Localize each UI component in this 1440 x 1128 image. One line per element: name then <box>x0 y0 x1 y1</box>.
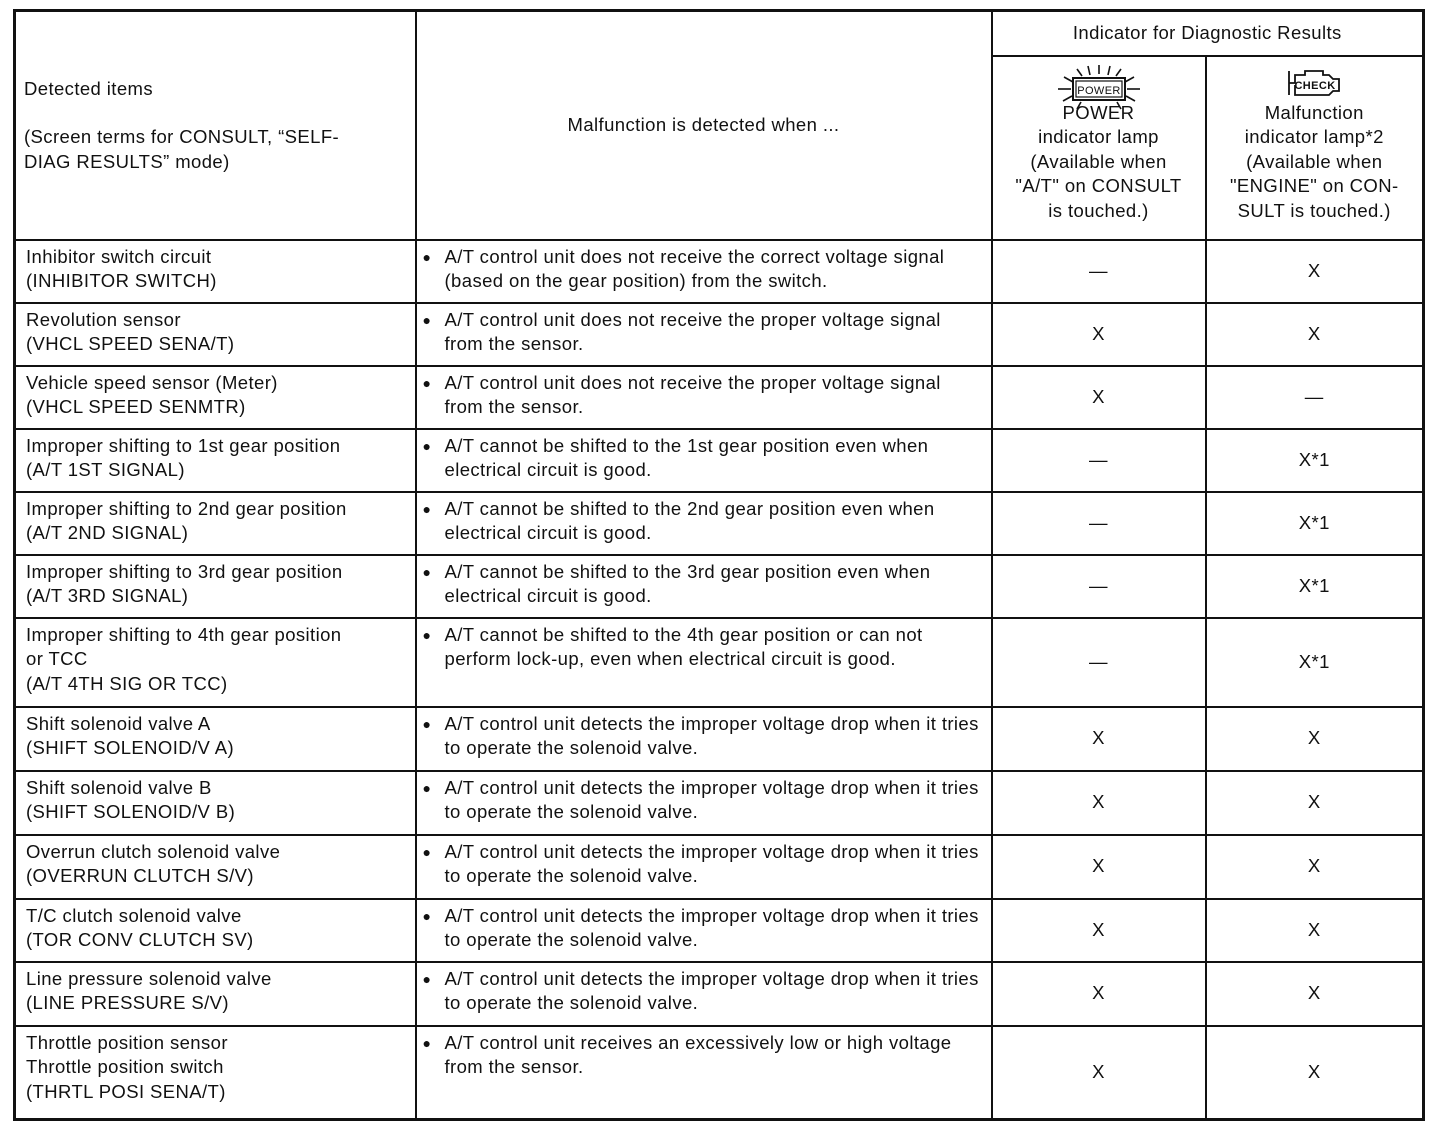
condition-cell <box>416 429 992 492</box>
condition-cell <box>416 303 992 366</box>
detected-item-cell <box>15 366 416 429</box>
mil-lamp-mark: X <box>1206 707 1424 771</box>
item-name: Line pressure solenoid valve <box>26 967 272 989</box>
mil-lamp-line-3: (Available when <box>1246 150 1383 172</box>
item-screen-term: (LINE PRESSURE S/V) <box>26 992 229 1013</box>
power-lamp-line-1: POWER <box>1062 101 1135 123</box>
table-row <box>15 835 1424 899</box>
header-indicator: Indicator for Diagnostic Results <box>992 11 1424 56</box>
bullet-icon: ● <box>422 437 432 454</box>
power-lamp-mark: — <box>992 492 1206 555</box>
condition-text: A/T cannot be shifted to the 2nd gear position even when electrical circuit is good. <box>444 497 935 543</box>
power-lamp-line-5: is touched.) <box>1048 199 1149 221</box>
item-screen-term: (A/T 4TH SIG OR TCC) <box>26 672 228 694</box>
table-row <box>15 899 1424 962</box>
detected-item-cell <box>15 240 416 303</box>
diagnostic-results-table <box>13 9 1425 1121</box>
condition-text: A/T cannot be shifted to the 4th gear position or can not perform lock-up, even when electrical circuit is good. <box>444 623 923 669</box>
detected-item-cell <box>15 835 416 899</box>
item-name-cont: or TCC <box>26 648 88 669</box>
condition-cell <box>416 962 992 1026</box>
check-icon-label: CHECK <box>1294 79 1336 92</box>
detected-item-cell <box>15 303 416 366</box>
detected-item-cell <box>15 492 416 555</box>
condition-text: A/T control unit detects the improper voltage drop when it tries to operate the solenoid valve. <box>444 776 979 822</box>
condition-text: A/T control unit receives an excessively low or high voltage from the sensor. <box>444 1031 952 1077</box>
bullet-icon: ● <box>422 779 432 796</box>
power-lamp-mark: X <box>992 835 1206 899</box>
detected-item-cell <box>15 899 416 962</box>
item-name: Improper shifting to 1st gear position <box>26 434 341 456</box>
power-lamp-mark: X <box>992 303 1206 366</box>
condition-text: A/T control unit detects the improper voltage drop when it tries to operate the solenoid valve. <box>444 967 979 1013</box>
condition-text: A/T control unit detects the improper voltage drop when it tries to operate the solenoid valve. <box>444 712 979 758</box>
table-row <box>15 366 1424 429</box>
item-screen-term: (SHIFT SOLENOID/V A) <box>26 737 235 758</box>
table-row <box>15 303 1424 366</box>
power-lamp-mark: — <box>992 555 1206 618</box>
table-row <box>15 492 1424 555</box>
power-lamp-mark: X <box>992 1026 1206 1120</box>
power-lamp-line-2: indicator lamp <box>1038 126 1159 147</box>
item-name: Shift solenoid valve A <box>26 712 211 734</box>
detected-item-cell <box>15 771 416 835</box>
detected-item-cell <box>15 555 416 618</box>
bullet-icon: ● <box>422 970 432 987</box>
item-screen-term: (A/T 3RD SIGNAL) <box>26 585 189 606</box>
power-lamp-line-4: "A/T" on CONSULT <box>1015 175 1182 196</box>
screen-terms-note: (Screen terms for CONSULT, “SELF-DIAG RESULTS” mode) <box>24 126 340 172</box>
mil-lamp-mark: — <box>1206 366 1424 429</box>
item-screen-term: (VHCL SPEED SENMTR) <box>26 396 246 417</box>
table-row <box>15 240 1424 303</box>
header-malfunction: Malfunction is detected when ... <box>416 11 992 240</box>
condition-cell <box>416 707 992 771</box>
condition-cell <box>416 835 992 899</box>
condition-cell <box>416 771 992 835</box>
item-screen-term: (A/T 2ND SIGNAL) <box>26 522 189 543</box>
bullet-icon: ● <box>422 843 432 860</box>
item-name: Improper shifting to 4th gear position <box>26 623 342 645</box>
header-power-lamp <box>992 56 1206 240</box>
item-name: Improper shifting to 2nd gear position <box>26 497 347 519</box>
detected-items-heading: Detected items <box>24 77 153 99</box>
mil-lamp-mark: X <box>1206 771 1424 835</box>
detected-item-cell <box>15 1026 416 1120</box>
condition-text: A/T cannot be shifted to the 1st gear position even when electrical circuit is good. <box>444 434 929 480</box>
mil-lamp-mark: X*1 <box>1206 618 1424 707</box>
bullet-icon: ● <box>422 715 432 732</box>
condition-cell <box>416 240 992 303</box>
mil-lamp-mark: X <box>1206 962 1424 1026</box>
power-lamp-mark: X <box>992 899 1206 962</box>
header-detected-items <box>15 11 416 240</box>
detected-item-cell <box>15 429 416 492</box>
table-row <box>15 962 1424 1026</box>
mil-lamp-line-4: "ENGINE" on CON- <box>1229 175 1399 196</box>
power-lamp-mark: X <box>992 707 1206 771</box>
power-lamp-mark: X <box>992 771 1206 835</box>
item-screen-term: (SHIFT SOLENOID/V B) <box>26 801 236 822</box>
item-name: Vehicle speed sensor (Meter) <box>26 371 278 393</box>
item-name: T/C clutch solenoid valve <box>26 904 242 926</box>
item-screen-term: (THRTL POSI SENA/T) <box>26 1080 226 1102</box>
power-lamp-mark: — <box>992 618 1206 707</box>
item-name: Shift solenoid valve B <box>26 776 212 798</box>
detected-item-cell <box>15 618 416 707</box>
bullet-icon: ● <box>422 626 432 643</box>
condition-text: A/T control unit does not receive the proper voltage signal from the sensor. <box>444 308 941 354</box>
item-screen-term: (A/T 1ST SIGNAL) <box>26 459 185 480</box>
bullet-icon: ● <box>422 500 432 517</box>
mil-lamp-mark: X <box>1206 240 1424 303</box>
item-screen-term: (INHIBITOR SWITCH) <box>26 270 217 291</box>
power-icon-label: POWER <box>1076 84 1121 97</box>
item-name: Revolution sensor <box>26 308 181 330</box>
mil-lamp-mark: X <box>1206 899 1424 962</box>
item-name: Inhibitor switch circuit <box>26 245 212 267</box>
bullet-icon: ● <box>422 248 432 265</box>
mil-lamp-mark: X*1 <box>1206 555 1424 618</box>
item-name-cont: Throttle position switch <box>26 1056 224 1077</box>
power-lamp-mark: X <box>992 366 1206 429</box>
item-screen-term: (OVERRUN CLUTCH S/V) <box>26 865 254 886</box>
bullet-icon: ● <box>422 311 432 328</box>
condition-cell <box>416 899 992 962</box>
condition-text: A/T cannot be shifted to the 3rd gear position even when electrical circuit is good. <box>444 560 931 606</box>
table-row <box>15 618 1424 707</box>
condition-text: A/T control unit does not receive the proper voltage signal from the sensor. <box>444 371 941 417</box>
table-row <box>15 707 1424 771</box>
table-row <box>15 771 1424 835</box>
item-name: Overrun clutch solenoid valve <box>26 840 281 862</box>
condition-cell <box>416 492 992 555</box>
mil-lamp-mark: X*1 <box>1206 492 1424 555</box>
check-engine-icon <box>1279 63 1349 101</box>
power-lamp-mark: — <box>992 429 1206 492</box>
item-name: Throttle position sensor <box>26 1031 228 1053</box>
item-screen-term: (VHCL SPEED SENA/T) <box>26 333 235 354</box>
table-row <box>15 1026 1424 1120</box>
power-lamp-mark: X <box>992 962 1206 1026</box>
condition-text: A/T control unit detects the improper voltage drop when it tries to operate the solenoid valve. <box>444 840 979 886</box>
table-row <box>15 555 1424 618</box>
condition-text: A/T control unit detects the improper voltage drop when it tries to operate the solenoid valve. <box>444 904 979 950</box>
mil-lamp-line-1: Malfunction <box>1264 101 1364 123</box>
mil-lamp-mark: X <box>1206 835 1424 899</box>
mil-lamp-line-2: indicator lamp*2 <box>1244 126 1384 147</box>
condition-text: A/T control unit does not receive the correct voltage signal (based on the gear position) from the switch. <box>444 245 945 291</box>
header-mil-lamp <box>1206 56 1424 240</box>
mil-lamp-mark: X*1 <box>1206 429 1424 492</box>
detected-item-cell <box>15 707 416 771</box>
table-row <box>15 429 1424 492</box>
bullet-icon: ● <box>422 374 432 391</box>
mil-lamp-line-5: SULT is touched.) <box>1237 199 1391 221</box>
condition-cell <box>416 555 992 618</box>
item-screen-term: (TOR CONV CLUTCH SV) <box>26 929 254 950</box>
power-lamp-line-3: (Available when <box>1030 150 1167 172</box>
mil-lamp-mark: X <box>1206 303 1424 366</box>
bullet-icon: ● <box>422 1034 432 1051</box>
detected-item-cell <box>15 962 416 1026</box>
bullet-icon: ● <box>422 563 432 580</box>
mil-lamp-mark: X <box>1206 1026 1424 1120</box>
condition-cell <box>416 618 992 707</box>
condition-cell <box>416 366 992 429</box>
condition-cell <box>416 1026 992 1120</box>
item-name: Improper shifting to 3rd gear position <box>26 560 343 582</box>
bullet-icon: ● <box>422 907 432 924</box>
power-lamp-mark: — <box>992 240 1206 303</box>
